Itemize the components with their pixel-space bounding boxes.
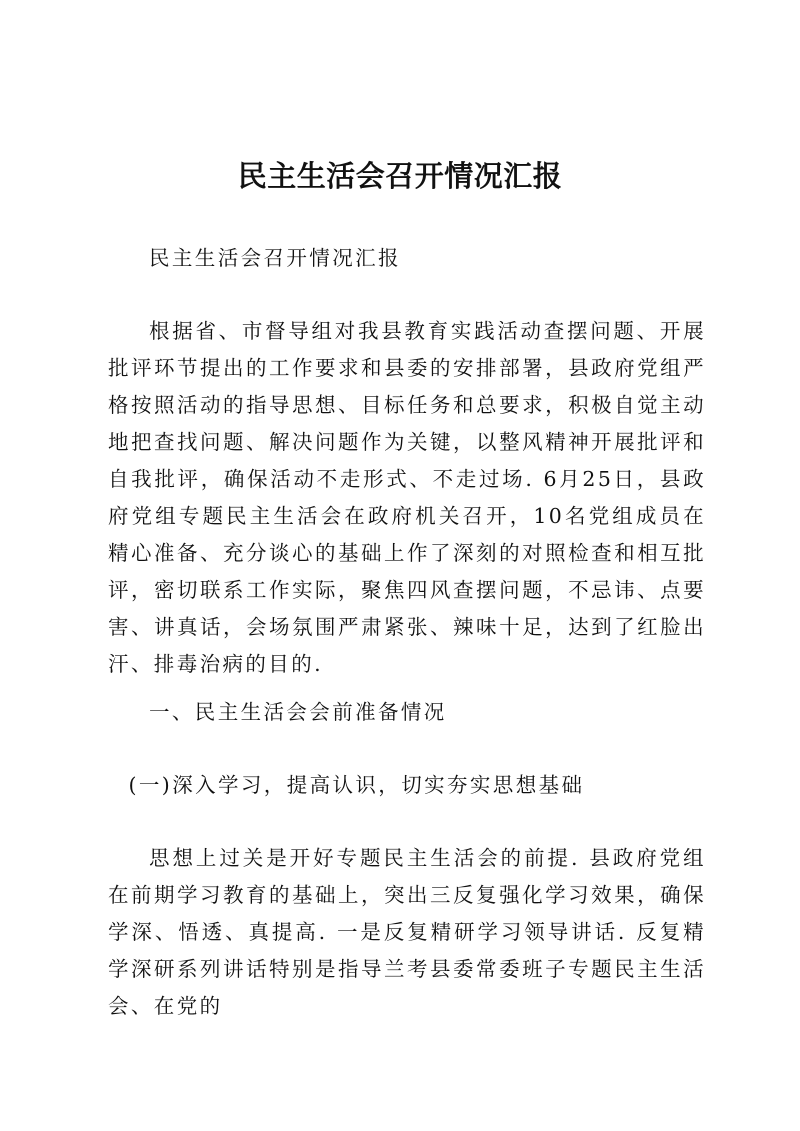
body-paragraph: 思想上过关是开好专题民主生活会的前提. 县政府党组在前期学习教育的基础上，突出三反复强化学习效果，确保学深、悟透、真提高. 一是反复精研学习领导讲话. 反复精学深研系列讲话特别是指导兰考县委常委班子专题民主生活会、在党的	[108, 846, 706, 1018]
section-heading: 一、民主生活会会前准备情况	[149, 700, 447, 724]
document-subtitle: 民主生活会召开情况汇报	[149, 246, 401, 270]
intro-paragraph: 根据省、市督导组对我县教育实践活动查摆问题、开展批评环节提出的工作要求和县委的安排部署，县政府党组严格按照活动的指导思想、目标任务和总要求，积极自觉主动地把查找问题、解决问题作为关键，以整风精神开展批评和自我批评，确保活动不走形式、不走过场. 6月25日，县政府党组专题民主生活会在政府机关召开，10名党组成员在精心准备、充分谈心的基础上作了深刻的对照检查和相互批评，密切联系工作实际，聚焦四风查摆问题，不忌讳、点要害、讲真话，会场氛围严肃紧张、辣味十足，达到了红脸出汗、排毒治病的目的.	[108, 319, 706, 676]
subsection-heading: (一)深入学习，提高认识，切实夯实思想基础	[128, 773, 585, 797]
document-title: 民主生活会召开情况汇报	[237, 159, 563, 193]
